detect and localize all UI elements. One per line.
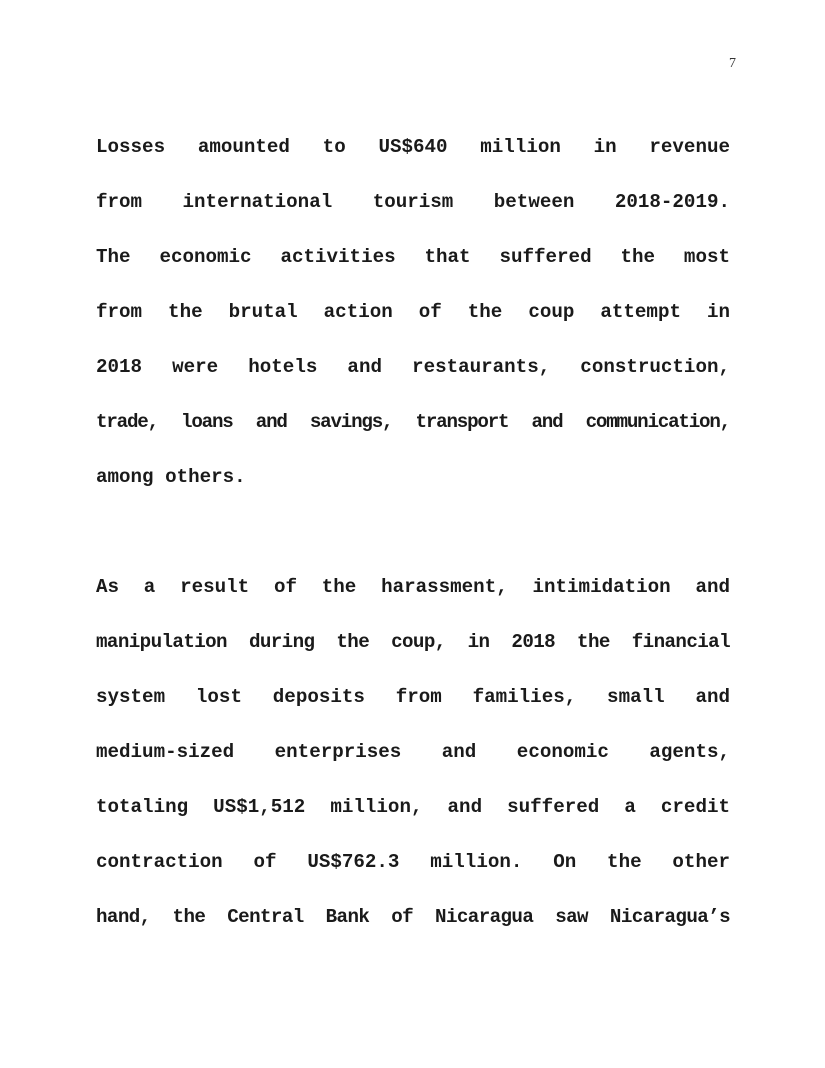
text-line: manipulation during the coup, in 2018 the financial xyxy=(96,631,730,653)
text-line: system lost deposits from families, small and xyxy=(96,686,730,708)
text-line: As a result of the harassment, intimidation and xyxy=(96,576,730,598)
text-line: The economic activities that suffered the most xyxy=(96,246,730,268)
text-line: from the brutal action of the coup attempt in xyxy=(96,301,730,323)
text-line: totaling US$1,512 million, and suffered a credit xyxy=(96,796,730,818)
text-line: contraction of US$762.3 million. On the other xyxy=(96,851,730,873)
text-line: from international tourism between 2018-2019. xyxy=(96,191,730,213)
paragraph-financial-system xyxy=(96,572,730,957)
text-line: among others. xyxy=(96,466,246,488)
page-number: 7 xyxy=(729,56,736,71)
text-line: 2018 were hotels and restaurants, construction, xyxy=(96,356,730,378)
text-line: medium-sized enterprises and economic agents, xyxy=(96,741,730,763)
text-line: hand, the Central Bank of Nicaragua saw Nicaragua’s xyxy=(96,906,730,928)
paragraph-tourism-losses xyxy=(96,132,730,517)
text-line: Losses amounted to US$640 million in revenue xyxy=(96,136,730,158)
text-line: trade, loans and savings, transport and communication, xyxy=(96,411,730,433)
